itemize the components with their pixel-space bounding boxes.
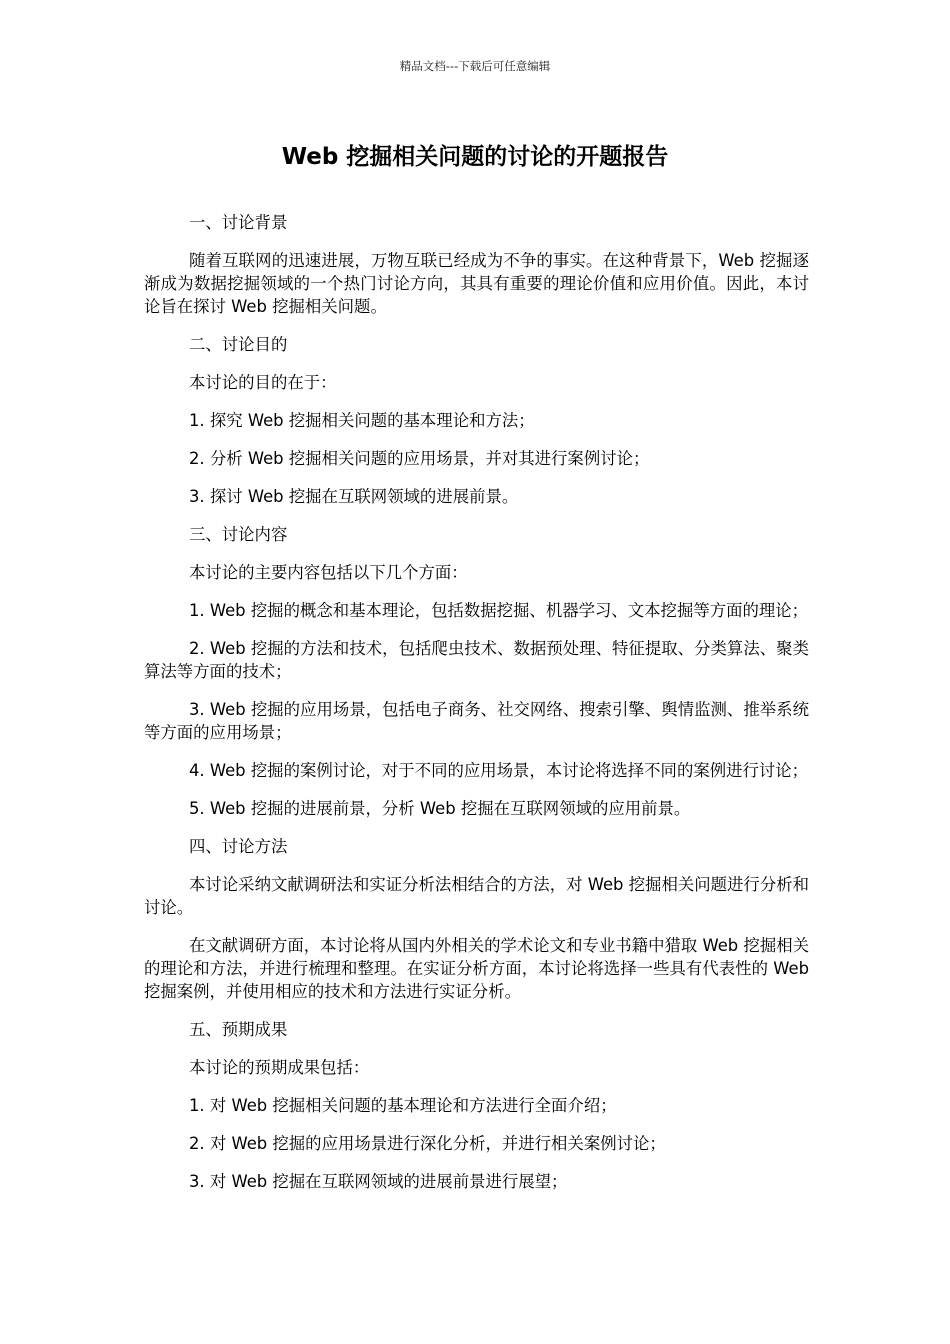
- section-heading-content: 三、讨论内容: [189, 525, 288, 544]
- paragraph-method-2: 在文献调研方面，本讨论将从国内外相关的学术论文和专业书籍中猎取 Web 挖掘相关的理论和方法，并进行梳理和整理。在实证分析方面，本讨论将选择一些具有代表性的 Web 挖掘案例，并使用相应的技术和方法进行实证分析。: [144, 936, 809, 1001]
- list-item-outcomes-3: 3. 对 Web 挖掘在互联网领域的进展前景进行展望；: [189, 1172, 568, 1191]
- list-item-content-2: 2. Web 挖掘的方法和技术，包括爬虫技术、数据预处理、特征提取、分类算法、聚类算法等方面的技术；: [144, 639, 809, 681]
- list-item-outcomes-1: 1. 对 Web 挖掘相关问题的基本理论和方法进行全面介绍；: [189, 1096, 617, 1115]
- list-item-purpose-1: 1. 探究 Web 挖掘相关问题的基本理论和方法；: [189, 411, 535, 430]
- list-item-purpose-2: 2. 分析 Web 挖掘相关问题的应用场景，并对其进行案例讨论；: [189, 449, 650, 468]
- document-body: [144, 211, 809, 1208]
- paragraph-outcomes-intro: 本讨论的预期成果包括：: [189, 1058, 370, 1077]
- section-heading-background: 一、讨论背景: [189, 213, 288, 232]
- section-heading-method: 四、讨论方法: [189, 837, 288, 856]
- list-item-content-5: 5. Web 挖掘的进展前景，分析 Web 挖掘在互联网领域的应用前景。: [189, 799, 691, 818]
- paragraph-purpose-intro: 本讨论的目的在于：: [189, 373, 337, 392]
- list-item-content-4: 4. Web 挖掘的案例讨论，对于不同的应用场景，本讨论将选择不同的案例进行讨论；: [189, 761, 809, 780]
- list-item-purpose-3: 3. 探讨 Web 挖掘在互联网领域的进展前景。: [189, 487, 519, 506]
- document-title: Web 挖掘相关问题的讨论的开题报告: [281, 144, 669, 170]
- paragraph-content-intro: 本讨论的主要内容包括以下几个方面：: [189, 563, 468, 582]
- list-item-outcomes-2: 2. 对 Web 挖掘的应用场景进行深化分析，并进行相关案例讨论；: [189, 1134, 666, 1153]
- paragraph-method-1: 本讨论采纳文献调研法和实证分析法相结合的方法，对 Web 挖掘相关问题进行分析和讨论。: [144, 875, 809, 917]
- section-heading-outcomes: 五、预期成果: [189, 1020, 288, 1039]
- header-note: 精品文档---下载后可任意编辑: [399, 59, 551, 73]
- list-item-content-3: 3. Web 挖掘的应用场景，包括电子商务、社交网络、搜索引擎、舆情监测、推举系统等方面的应用场景；: [144, 700, 809, 742]
- section-heading-purpose: 二、讨论目的: [189, 335, 288, 354]
- list-item-content-1: 1. Web 挖掘的概念和基本理论，包括数据挖掘、机器学习、文本挖掘等方面的理论；: [189, 601, 809, 620]
- paragraph-background: 随着互联网的迅速进展，万物互联已经成为不争的事实。在这种背景下，Web 挖掘逐渐成为数据挖掘领域的一个热门讨论方向，其具有重要的理论价值和应用价值。因此，本讨论旨在探讨 Web 挖掘相关问题。: [144, 251, 809, 316]
